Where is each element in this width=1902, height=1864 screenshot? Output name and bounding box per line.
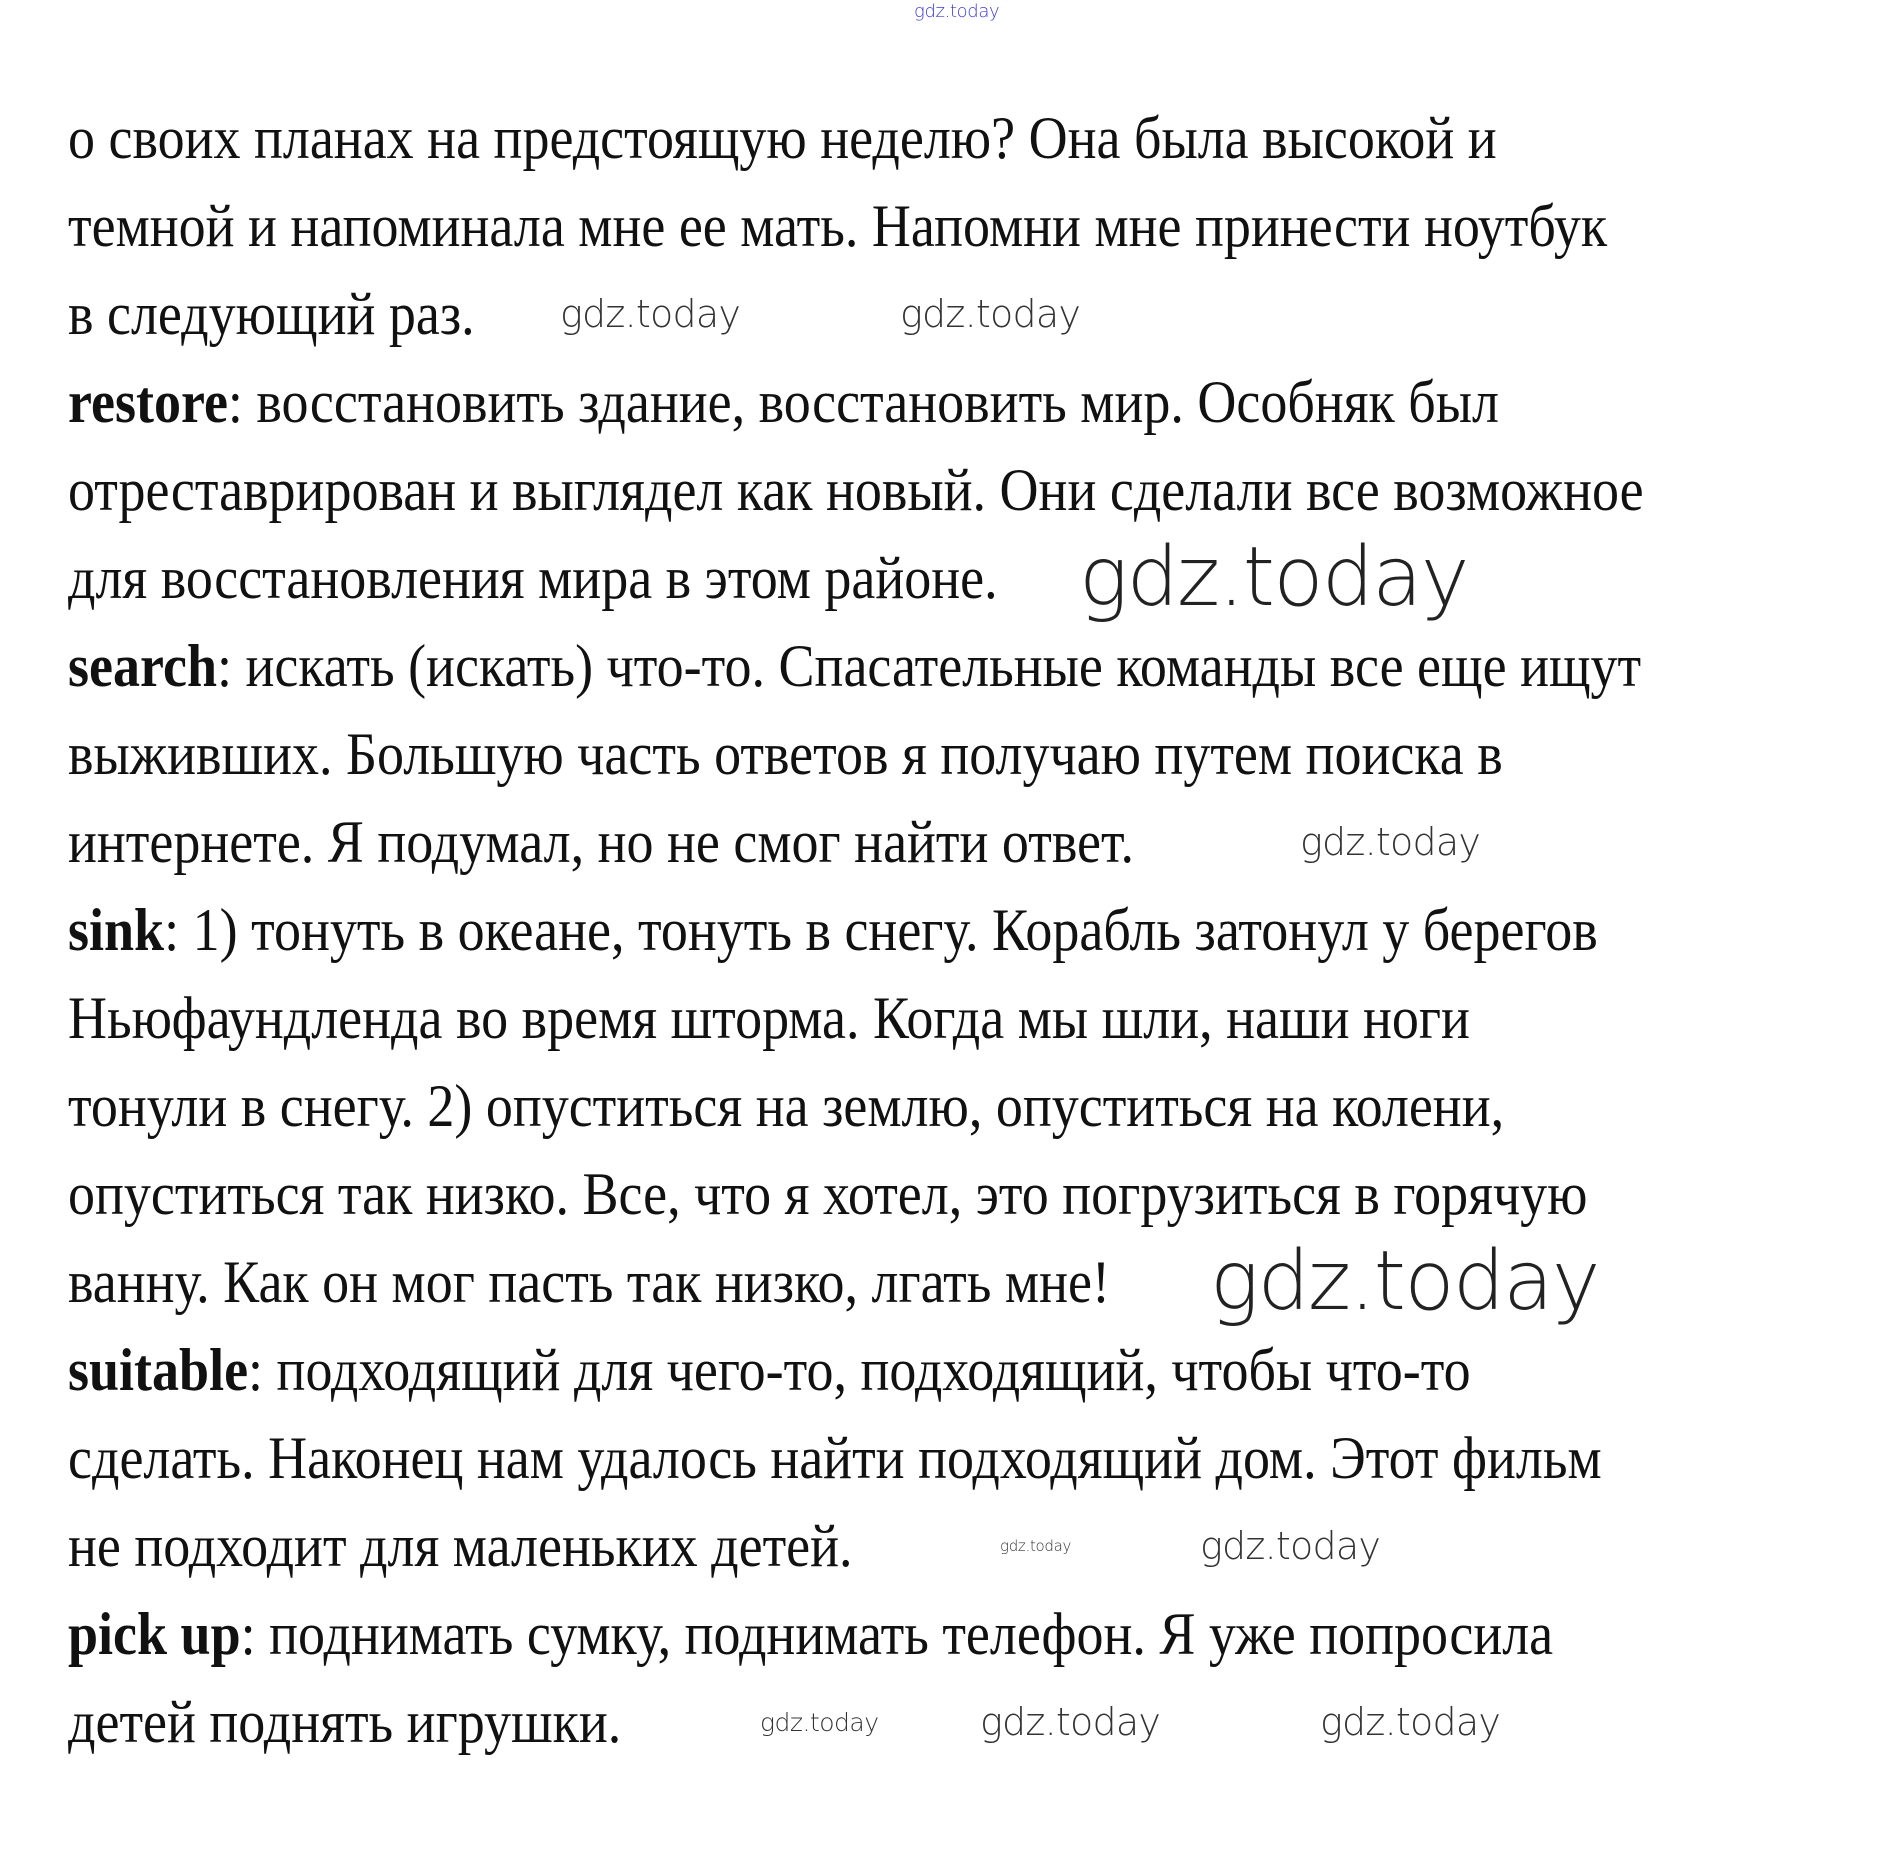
- vocabulary-term: search: [68, 632, 217, 700]
- text-line: [68, 1424, 1602, 1491]
- watermark: gdz.today: [1320, 1700, 1501, 1744]
- text-line: [68, 192, 1607, 259]
- line-text: в следующий раз.: [68, 280, 475, 348]
- text-line: [68, 456, 1644, 523]
- line-text: : подходящий для чего-то, подходящий, чтобы что-то: [248, 1336, 1471, 1404]
- vocabulary-term: restore: [68, 368, 228, 436]
- line-text: тонули в снегу. 2) опуститься на землю, опуститься на колени,: [68, 1072, 1505, 1140]
- text-line: [68, 984, 1470, 1051]
- line-text: для восстановления мира в этом районе.: [68, 544, 998, 612]
- line-text: сделать. Наконец нам удалось найти подходящий дом. Этот фильм: [68, 1424, 1602, 1492]
- line-text: о своих планах на предстоящую неделю? Она была высокой и: [68, 104, 1497, 172]
- text-line: [68, 368, 1499, 435]
- text-line: [68, 1336, 1471, 1403]
- text-line: [68, 632, 1641, 699]
- vocabulary-term: pick up: [68, 1600, 241, 1668]
- text-line: [68, 1160, 1588, 1227]
- line-text: не подходит для маленьких детей.: [68, 1512, 853, 1580]
- vocabulary-term: sink: [68, 896, 165, 964]
- line-text: интернете. Я подумал, но не смог найти ответ.: [68, 808, 1134, 876]
- text-line: [68, 1512, 853, 1579]
- watermark: gdz.today: [900, 292, 1081, 336]
- line-text: выживших. Большую часть ответов я получаю путем поиска в: [68, 720, 1503, 788]
- line-text: темной и напоминала мне ее мать. Напомни мне принести ноутбук: [68, 192, 1608, 260]
- line-text: ванну. Как он мог пасть так низко, лгать мне!: [68, 1248, 1110, 1316]
- text-line: [68, 1248, 1110, 1315]
- text-line: [68, 1688, 621, 1755]
- watermark-small: gdz.today: [1000, 1536, 1072, 1555]
- text-line: [68, 720, 1503, 787]
- line-text: : 1) тонуть в океане, тонуть в снегу. Корабль затонул у берегов: [164, 896, 1598, 964]
- text-line: [68, 104, 1497, 171]
- line-text: : поднимать сумку, поднимать телефон. Я уже попросила: [240, 1600, 1554, 1668]
- line-text: детей поднять игрушки.: [68, 1688, 622, 1756]
- watermark: gdz.today: [760, 1707, 879, 1737]
- line-text: отреставрирован и выглядел как новый. Они сделали все возможное: [68, 456, 1644, 524]
- line-text: : искать (искать) что-то. Спасательные команды все еще ищут: [216, 632, 1642, 700]
- text-line: [68, 280, 475, 347]
- watermark: gdz.today: [1300, 820, 1481, 864]
- watermark: gdz.today: [560, 292, 741, 336]
- text-line: [68, 544, 998, 611]
- vocabulary-term: suitable: [68, 1336, 249, 1404]
- text-line: [68, 1072, 1504, 1139]
- watermark-large: gdz.today: [1079, 530, 1468, 625]
- text-line: [68, 896, 1598, 963]
- line-text: Ньюфаундленда во время шторма. Когда мы шли, наши ноги: [68, 984, 1470, 1052]
- text-line: [68, 808, 1134, 875]
- watermark: gdz.today: [980, 1700, 1161, 1744]
- line-text: : восстановить здание, восстановить мир. Особняк был: [227, 368, 1499, 436]
- watermark: gdz.today: [1200, 1524, 1381, 1568]
- watermark-large: gdz.today: [1210, 1234, 1599, 1329]
- watermark-top: gdz.today: [914, 1, 1000, 22]
- line-text: опуститься так низко. Все, что я хотел, это погрузиться в горячую: [68, 1160, 1588, 1228]
- text-line: [68, 1600, 1553, 1667]
